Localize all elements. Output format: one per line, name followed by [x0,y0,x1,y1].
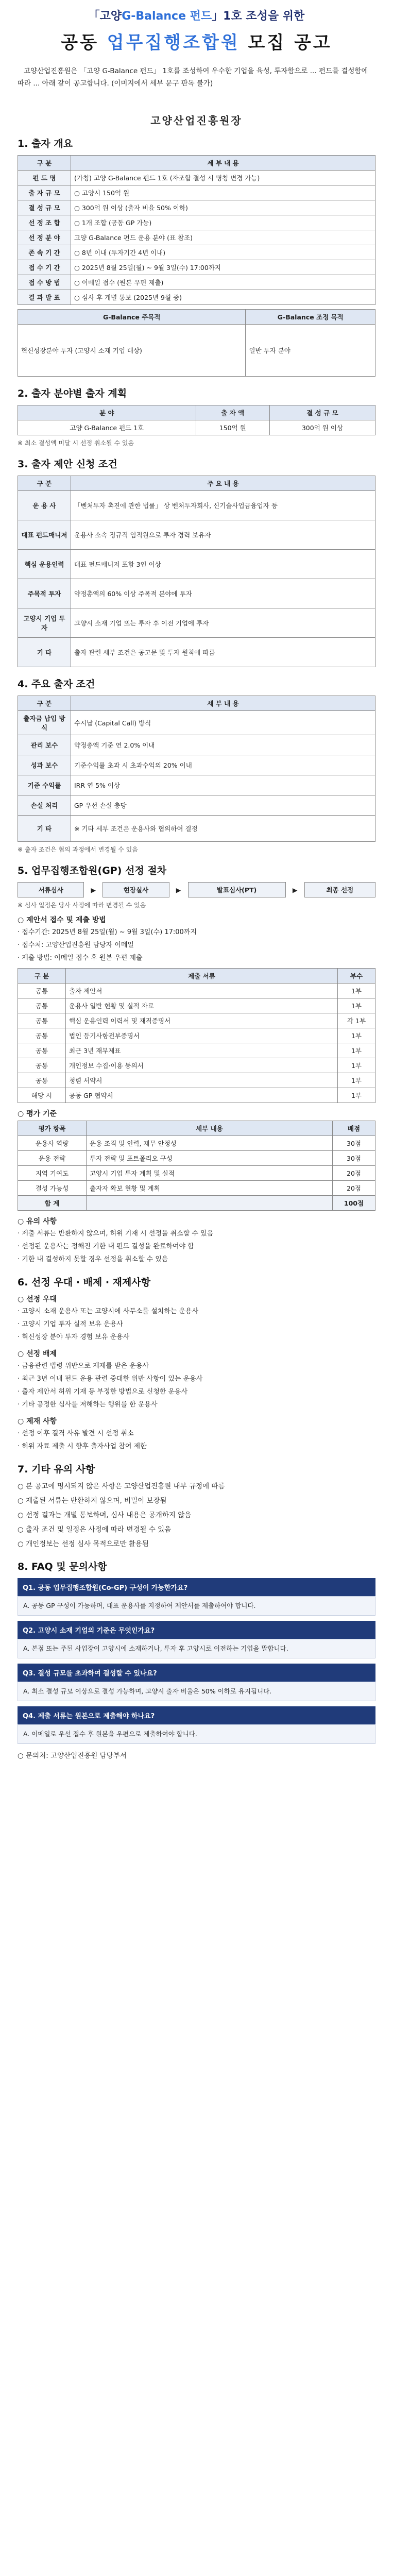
flow-step: 현장실사 [103,883,169,897]
table-row [18,608,375,638]
eval-head-item: 평가 항목 [18,1121,87,1136]
header-line1-pre: 「고양 [88,10,122,23]
list-item: · 출자 제안서 허위 기재 등 부정한 방법으로 신청한 운용사 [18,1388,188,1396]
row-label: 존 속 기 간 [18,245,71,260]
list-item: · 접수처: 고양산업진흥원 담당자 이메일 [18,941,134,949]
terms-head-value: 세 부 내 용 [71,696,375,711]
table-row [18,1151,375,1166]
purpose-sub-head: G-Balance 조정 목적 [246,310,375,325]
table-row [18,491,375,520]
plan-table [18,405,375,435]
table-row [18,1043,375,1058]
row-label: 성과 보수 [18,755,71,775]
page-title [18,28,375,54]
row-value: 운용사 소속 정규직 임직원으로 투자 경력 보유자 [71,520,375,550]
section6-title: 6. 선정 우대 · 배제 · 재제사항 [18,1277,151,1288]
faq-answer: A. 이메일로 우선 접수 후 원본을 우편으로 제출하여야 합니다. [18,1724,375,1744]
row-label: 주목적 투자 [18,579,71,608]
excl-subtitle: ○ 선정 배제 [18,1350,57,1358]
section1-title: 1. 출자 개요 [18,138,73,149]
faq-item [18,1621,375,1658]
list-item: · 선정된 운용사는 정해진 기한 내 펀드 결성을 완료하여야 함 [18,1243,194,1250]
documents-table [18,968,375,1103]
row-label: 대표 펀드매니저 [18,520,71,550]
docs-cell: 운용사 일반 현황 및 실적 자료 [66,998,338,1013]
row-value: ○ 1개 조합 (공동 GP 가능) [71,215,375,230]
table-row [18,998,375,1013]
list-item: · 고양시 기업 투자 실적 보유 운용사 [18,1320,123,1328]
docs-cell: 최근 3년 재무제표 [66,1043,338,1058]
docs-cell: 1부 [338,998,375,1013]
table-row [18,245,375,260]
row-label: 결 과 발 표 [18,290,71,305]
eval-total-score: 100점 [333,1196,375,1211]
overview-head-value: 세 부 내 용 [71,156,375,171]
docs-cell: 출자 제안서 [66,984,338,998]
selection-flow [18,882,375,897]
row-value: 약정총액의 60% 이상 주목적 분야에 투자 [71,579,375,608]
table-row [18,1181,375,1196]
table-row [18,711,375,735]
row-value: 기준수익률 초과 시 초과수익의 20% 이내 [71,755,375,775]
eval-cell: 운용사 역량 [18,1136,87,1151]
eval-subtitle: ○ 평가 기준 [18,1110,57,1118]
announcement-header [18,0,375,62]
docs-cell: 1부 [338,1058,375,1073]
table-row [18,290,375,305]
row-label: 접 수 기 간 [18,260,71,275]
section4-title: 4. 주요 출자 조건 [18,679,95,690]
eval-head-detail: 세부 내용 [87,1121,333,1136]
table-row [18,171,375,185]
row-value: ○ 2025년 8월 25일(월) ~ 9월 3일(수) 17:00까지 [71,260,375,275]
faq-answer: A. 본점 또는 주된 사업장이 고양시에 소재하거나, 투자 후 고양시로 이전하는 기업을 말합니다. [18,1639,375,1658]
list-item: ○ 제출된 서류는 반환하지 않으며, 비밀이 보장됨 [18,1497,167,1505]
cond-head-label: 구 분 [18,476,71,491]
list-item: ○ 선정 결과는 개별 통보하며, 심사 내용은 공개하지 않음 [18,1511,192,1519]
eval-head-score: 배점 [333,1121,375,1136]
list-item: · 제출 방법: 이메일 접수 후 원본 우편 제출 [18,954,143,962]
docs-cell: 1부 [338,1028,375,1043]
flow-arrow-icon: ▶ [292,886,298,894]
plan-cell: 300억 원 이상 [269,420,375,435]
faq-item [18,1578,375,1616]
row-value: ○ 고양시 150억 원 [71,185,375,200]
list-item: · 선정 이후 결격 사유 발견 시 선정 취소 [18,1430,134,1437]
eval-cell: 20점 [333,1181,375,1196]
intro-paragraph: 고양산업진흥원은 「고양 G-Balance 펀드」 1호를 조성하여 우수한 기업을 육성, 투자함으로 ... 펀드를 결성함에 따라 ... 아래 같이 공고합니다. (이미지에서 세부 문구 판독 불가) [18,67,368,88]
table-row [18,638,375,667]
table-row-total [18,1196,375,1211]
overview-head-label: 구 분 [18,156,71,171]
row-value: ○ 300억 원 이상 (출자 비율 50% 이하) [71,200,375,215]
plan-head-size: 결 성 규 모 [269,405,375,420]
pref-subtitle: ○ 선정 우대 [18,1295,57,1303]
docs-cell: 법인 등기사항전부증명서 [66,1028,338,1043]
purpose-main-cell: 혁신성장분야 투자 (고양시 소재 기업 대상) [18,325,246,377]
flow-step: 발표심사(PT) [188,883,285,897]
docs-cell: 공통 [18,1013,66,1028]
eval-cell: 30점 [333,1136,375,1151]
notes-subtitle: ○ 유의 사항 [18,1217,57,1226]
docs-cell: 공동 GP 협약서 [66,1088,338,1103]
row-value: ○ 8년 이내 (투자기간 4년 이내) [71,245,375,260]
list-item: · 허위 자료 제출 시 향후 출자사업 참여 제한 [18,1443,147,1450]
table-row [18,1028,375,1043]
title-pre: 공동 [61,32,99,53]
row-label: 손실 처리 [18,795,71,816]
section8-title: 8. FAQ 및 문의사항 [18,1561,107,1572]
section7-title: 7. 기타 유의 사항 [18,1464,95,1475]
row-label: 기준 수익률 [18,775,71,795]
section2-title: 2. 출자 분야별 출자 계획 [18,388,127,399]
flow-note: ※ 심사 일정은 당사 사정에 따라 변경될 수 있음 [18,902,146,909]
eval-cell: 운용 조직 및 인력, 재무 안정성 [87,1136,333,1151]
fund-purpose-table [18,309,375,377]
plan-cell: 150억 원 [196,420,269,435]
row-label: 관리 보수 [18,735,71,755]
row-value: IRR 연 5% 이상 [71,775,375,795]
docs-cell: 공통 [18,1073,66,1088]
table-row [18,420,375,435]
header-brand: G-Balance 펀드 [122,10,212,23]
list-item: · 기한 내 결성하지 못할 경우 선정을 취소할 수 있음 [18,1256,168,1263]
title-post: 모집 공고 [248,32,332,53]
faq-answer: A. 최소 결성 규모 이상으로 결성 가능하며, 고양시 출자 비율은 50% 이하로 유지됩니다. [18,1682,375,1701]
row-label: 운 용 사 [18,491,71,520]
docs-cell: 개인정보 수집·이용 동의서 [66,1058,338,1073]
row-value: ※ 기타 세부 조건은 운용사와 협의하여 결정 [71,816,375,842]
row-label: 핵심 운용인력 [18,550,71,579]
row-label: 접 수 방 법 [18,275,71,290]
flow-step: 서류심사 [18,883,84,897]
plan-head-amount: 출 자 액 [196,405,269,420]
docs-cell: 청렴 서약서 [66,1073,338,1088]
row-value: (가칭) 고양 G-Balance 펀드 1호 (자조합 결성 시 명칭 변경 가능) [71,171,375,185]
table-row [18,550,375,579]
list-item: ○ 본 공고에 명시되지 않은 사항은 고양산업진흥원 내부 규정에 따름 [18,1482,225,1490]
table-row [18,520,375,550]
table-row [18,260,375,275]
docs-cell: 핵심 운용인력 이력서 및 재직증명서 [66,1013,338,1028]
org-signature: 고양산업진흥원장 [150,114,243,127]
row-value: 대표 펀드매니저 포함 3인 이상 [71,550,375,579]
purpose-main-head: G-Balance 주목적 [18,310,246,325]
faq-item [18,1664,375,1701]
table-row [18,200,375,215]
eval-total-label: 합 계 [18,1196,87,1211]
terms-table [18,696,375,842]
row-label: 고양시 기업 투자 [18,608,71,638]
row-label: 선 정 분 야 [18,230,71,245]
table-row [18,579,375,608]
table-row [18,775,375,795]
table-row [18,1058,375,1073]
docs-head-count: 부수 [338,969,375,984]
table-row [18,215,375,230]
table-row [18,1088,375,1103]
row-value: 고양시 소재 기업 또는 투자 후 이전 기업에 투자 [71,608,375,638]
row-label: 결 성 규 모 [18,200,71,215]
table-row [18,755,375,775]
table-row [18,795,375,816]
row-value: ○ 이메일 접수 (원본 우편 제출) [71,275,375,290]
faq-answer: A. 공동 GP 구성이 가능하며, 대표 운용사를 지정하여 제안서를 제출하여야 합니다. [18,1596,375,1616]
docs-head-type: 구 분 [18,969,66,984]
row-label: 기 타 [18,816,71,842]
flow-arrow-icon: ▶ [176,886,181,894]
table-row [18,1136,375,1151]
plan-head-field: 분 야 [18,405,196,420]
row-value: 약정총액 기준 연 2.0% 이내 [71,735,375,755]
eval-cell: 투자 전략 및 포트폴리오 구성 [87,1151,333,1166]
docs-cell: 1부 [338,1088,375,1103]
docs-head-doc: 제출 서류 [66,969,338,984]
eval-total-detail [87,1196,333,1211]
eval-cell: 고양시 기업 투자 계획 및 실적 [87,1166,333,1181]
eval-cell: 운용 전략 [18,1151,87,1166]
header-line1-post: 」1호 조성을 위한 [212,10,305,23]
row-value: 「벤처투자 촉진에 관한 법률」 상 벤처투자회사, 신기술사업금융업자 등 [71,491,375,520]
conditions-table [18,476,375,667]
terms-head-label: 구 분 [18,696,71,711]
docs-cell: 공통 [18,1058,66,1073]
docs-cell: 공통 [18,1043,66,1058]
row-label: 선 정 조 합 [18,215,71,230]
list-item: · 기타 공정한 심사를 저해하는 행위를 한 운용사 [18,1401,158,1409]
sanction-subtitle: ○ 제재 사항 [18,1417,57,1426]
terms-note: ※ 출자 조건은 협의 과정에서 변경될 수 있음 [18,846,138,853]
docs-cell: 1부 [338,1043,375,1058]
eval-cell: 지역 기여도 [18,1166,87,1181]
list-item: ○ 개인정보는 선정 심사 목적으로만 활용됨 [18,1540,149,1548]
contact-info: ○ 문의처: 고양산업진흥원 담당부서 [18,1752,127,1760]
table-row [18,1166,375,1181]
docs-cell: 공통 [18,1028,66,1043]
row-label: 출자금 납입 방식 [18,711,71,735]
row-value: 수시납 (Capital Call) 방식 [71,711,375,735]
faq-question: Q3. 결성 규모를 초과하여 결성할 수 있나요? [18,1664,375,1682]
faq-question: Q4. 제출 서류는 원본으로 제출해야 하나요? [18,1706,375,1724]
faq-question: Q1. 공동 업무집행조합원(Co-GP) 구성이 가능한가요? [18,1578,375,1596]
table-row [18,984,375,998]
row-label: 출 자 규 모 [18,185,71,200]
eval-cell: 결성 가능성 [18,1181,87,1196]
row-value: ○ 심사 후 개별 통보 (2025년 9월 중) [71,290,375,305]
table-row [18,185,375,200]
table-row [18,1013,375,1028]
row-value: GP 우선 손실 충당 [71,795,375,816]
evaluation-table [18,1121,375,1211]
docs-cell: 해당 시 [18,1088,66,1103]
eval-cell: 출자자 확보 현황 및 계획 [87,1181,333,1196]
table-row [18,275,375,290]
eval-cell: 20점 [333,1166,375,1181]
docs-cell: 1부 [338,1073,375,1088]
row-label: 펀 드 명 [18,171,71,185]
flow-arrow-icon: ▶ [91,886,96,894]
row-label: 기 타 [18,638,71,667]
list-item: · 혁신성장 분야 투자 경험 보유 운용사 [18,1333,130,1341]
table-row [18,735,375,755]
flow-step: 최종 선정 [304,883,375,897]
faq-item [18,1706,375,1744]
list-item: · 고양시 소재 운용사 또는 고양시에 사무소를 설치하는 운용사 [18,1308,199,1315]
plan-note: ※ 최소 결성액 미달 시 선정 취소될 수 있음 [18,439,134,447]
table-row [18,1073,375,1088]
list-item: · 제출 서류는 반환하지 않으며, 허위 기재 시 선정을 취소할 수 있음 [18,1230,214,1238]
docs-cell: 공통 [18,998,66,1013]
docs-cell: 공통 [18,984,66,998]
list-item: · 접수기간: 2025년 8월 25일(월) ~ 9월 3일(수) 17:00까지 [18,928,197,936]
section5-title: 5. 업무집행조합원(GP) 선정 절차 [18,865,167,876]
row-value: 고양 G-Balance 펀드 운용 분야 (표 참조) [71,230,375,245]
docs-cell: 1부 [338,984,375,998]
section3-title: 3. 출자 제안 신청 조건 [18,459,117,470]
table-row [18,816,375,842]
cond-head-value: 주 요 내 용 [71,476,375,491]
eval-cell: 30점 [333,1151,375,1166]
title-accent: 업무집행조합원 [107,32,240,53]
list-item: · 최근 3년 이내 펀드 운용 관련 중대한 위반 사항이 있는 운용사 [18,1375,203,1383]
purpose-sub-cell: 일반 투자 분야 [246,325,375,377]
plan-cell: 고양 G-Balance 펀드 1호 [18,420,196,435]
row-value: 출자 관련 세부 조건은 공고문 및 투자 원칙에 따름 [71,638,375,667]
faq-question: Q2. 고양시 소재 기업의 기준은 무엇인가요? [18,1621,375,1639]
submission-subtitle: ○ 제안서 접수 및 제출 방법 [18,916,106,924]
docs-cell: 각 1부 [338,1013,375,1028]
table-row [18,230,375,245]
overview-table [18,155,375,305]
list-item: ○ 출자 조건 및 일정은 사정에 따라 변경될 수 있음 [18,1526,172,1534]
header-line1 [18,7,375,23]
list-item: · 금융관련 법령 위반으로 제재를 받은 운용사 [18,1362,149,1370]
